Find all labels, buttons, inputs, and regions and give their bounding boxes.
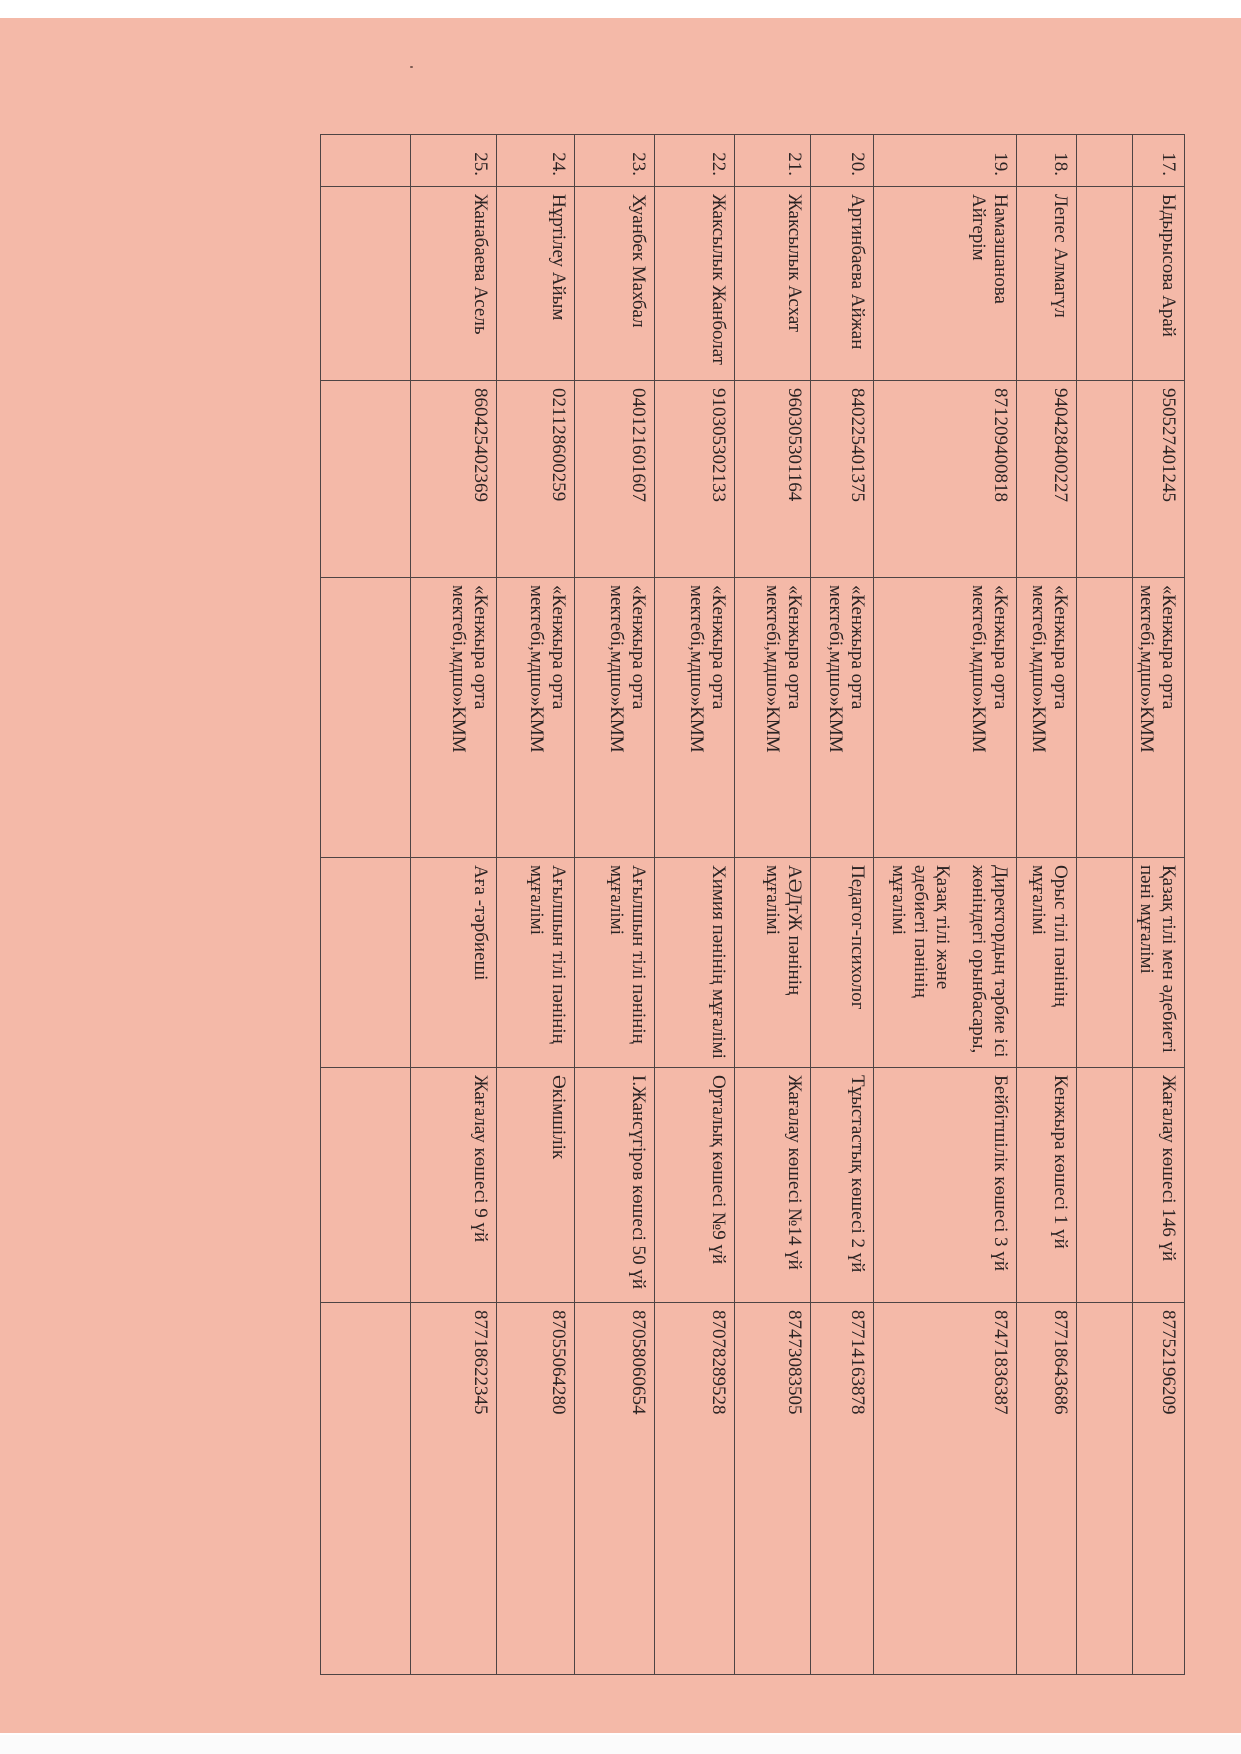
phone: 87718643686 — [1017, 1303, 1077, 1675]
position: Ағылшын тілі пәнінің мұғалімі — [497, 858, 575, 1068]
phone: 87471836387 — [874, 1303, 1017, 1675]
paper-speck — [410, 66, 413, 68]
iin — [321, 381, 411, 578]
position-line-1: Директордың тәрбие ісі жөніндегі орынбасары, — [968, 865, 1011, 1058]
iin: 910305302133 — [655, 381, 735, 578]
full-name: Нұртілеу Айым — [497, 187, 575, 381]
phone: 87058060654 — [575, 1303, 655, 1675]
table-row — [811, 135, 874, 1675]
row-number: 23. — [575, 135, 655, 187]
iin: 860425402369 — [411, 381, 497, 578]
address: Орталық көшесі №9 үй — [655, 1068, 735, 1303]
full-name: Жаксылык Асхат — [735, 187, 811, 381]
full-name: Аргинбаева Айжан — [811, 187, 874, 381]
organization: «Кенжыра орта мектебі,мдшо»КММ — [1133, 578, 1185, 858]
organization — [1077, 578, 1133, 858]
full-name: Ыдырысова Арай — [1133, 187, 1185, 381]
phone: 87055064280 — [497, 1303, 575, 1675]
organization: «Кенжыра орта мектебі,мдшо»КММ — [411, 578, 497, 858]
phone: 87473083505 — [735, 1303, 811, 1675]
row-number — [1077, 135, 1133, 187]
row-number: 21. — [735, 135, 811, 187]
row-number: 19. — [874, 135, 1017, 187]
address: Тұыстастық көшесі 2 үй — [811, 1068, 874, 1303]
row-number: 25. — [411, 135, 497, 187]
address — [1077, 1068, 1133, 1303]
phone — [1077, 1303, 1133, 1675]
iin: 960305301164 — [735, 381, 811, 578]
iin: 950527401245 — [1133, 381, 1185, 578]
full-name: Лепес Алмагүл — [1017, 187, 1077, 381]
full-name: Намазшанова Айгерім — [874, 187, 1017, 381]
position: Қазақ тілі мен әдебиеті пәні мұғалімі — [1133, 858, 1185, 1068]
phone: 87714163878 — [811, 1303, 874, 1675]
address: Бейбітшілік көшесі 3 үй — [874, 1068, 1017, 1303]
full-name — [1077, 187, 1133, 381]
full-name — [321, 187, 411, 381]
page-edge — [0, 1735, 1241, 1754]
organization: «Кенжыра орта мектебі,мдшо»КММ — [655, 578, 735, 858]
organization: «Кенжыра орта мектебі,мдшо»КММ — [575, 578, 655, 858]
phone: 87718622345 — [411, 1303, 497, 1675]
table-row — [1017, 135, 1077, 1675]
staff-table-rotated — [192, 134, 1185, 1674]
organization: «Кенжыра орта мектебі,мдшо»КММ — [874, 578, 1017, 858]
row-number: 18. — [1017, 135, 1077, 187]
table-row — [735, 135, 811, 1675]
row-number: 17. — [1133, 135, 1185, 187]
address: Жағалау көшесі 9 үй — [411, 1068, 497, 1303]
position — [321, 858, 411, 1068]
full-name: Жаксылык Жанболат — [655, 187, 735, 381]
iin: 940428400227 — [1017, 381, 1077, 578]
position: Химия пәнінің мұғалімі — [655, 858, 735, 1068]
full-name: Хуанбек Махбал — [575, 187, 655, 381]
address: Жағалау көшесі №14 үй — [735, 1068, 811, 1303]
address: Жағалау көшесі 146 үй — [1133, 1068, 1185, 1303]
table-row — [497, 135, 575, 1675]
position: Аға -тәрбиеші — [411, 858, 497, 1068]
table-row — [321, 135, 411, 1675]
position: Педагог-психолог — [811, 858, 874, 1068]
table-row — [874, 135, 1017, 1675]
table-row — [655, 135, 735, 1675]
table-row — [1077, 135, 1133, 1675]
iin: 840225401375 — [811, 381, 874, 578]
position: Ағылшын тілі пәнінің мұғалімі — [575, 858, 655, 1068]
position: АӘДтЖ пәнінің мұғалімі — [735, 858, 811, 1068]
table-row — [1133, 135, 1185, 1675]
position — [874, 858, 1017, 1068]
address: Әкімшілік — [497, 1068, 575, 1303]
organization: «Кенжыра орта мектебі,мдшо»КММ — [497, 578, 575, 858]
position — [1077, 858, 1133, 1068]
position-line-2: Қазақ тілі және әдебиеті пәнінің мұғалімі — [888, 865, 953, 998]
iin: 871209400818 — [874, 381, 1017, 578]
row-number: 24. — [497, 135, 575, 187]
row-number: 22. — [655, 135, 735, 187]
table-row — [411, 135, 497, 1675]
table-row — [575, 135, 655, 1675]
address: І.Жансүгіров көшесі 50 үй — [575, 1068, 655, 1303]
phone: 87078289528 — [655, 1303, 735, 1675]
iin — [1077, 381, 1133, 578]
staff-table — [320, 134, 1185, 1675]
organization: «Кенжыра орта мектебі,мдшо»КММ — [1017, 578, 1077, 858]
iin: 040121601607 — [575, 381, 655, 578]
iin: 021128600259 — [497, 381, 575, 578]
organization: «Кенжыра орта мектебі,мдшо»КММ — [735, 578, 811, 858]
organization — [321, 578, 411, 858]
address — [321, 1068, 411, 1303]
phone — [321, 1303, 411, 1675]
organization: «Кенжыра орта мектебі,мдшо»КММ — [811, 578, 874, 858]
phone: 87752196209 — [1133, 1303, 1185, 1675]
row-number: 20. — [811, 135, 874, 187]
position: Орыс тілі пәнінің мұғалімі — [1017, 858, 1077, 1068]
full-name: Жанабаева Асель — [411, 187, 497, 381]
address: Кенжыра көшесі 1 үй — [1017, 1068, 1077, 1303]
row-number — [321, 135, 411, 187]
